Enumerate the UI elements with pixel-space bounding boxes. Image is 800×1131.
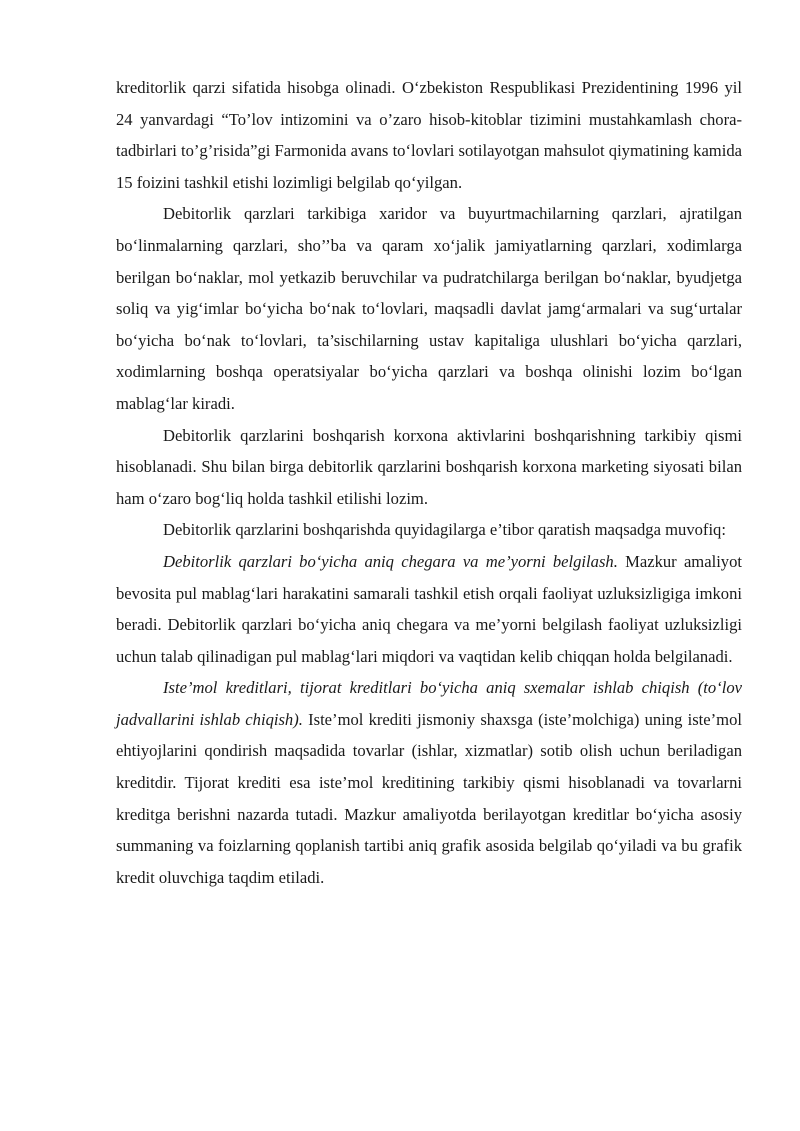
paragraph-2-text: Debitorlik qarzlari tarkibiga xaridor va buyurtmachilarning qarzlari, ajratilgan bo‘linmalarning qarzlari, sho’’ba va qaram xo‘jalik jamiyatlarning qarzlari, xodimlarga berilgan bo‘naklar, mol yetkazib beruvchilar va pudratchilarga berilgan bo‘naklar, byudjetga soliq va yig‘imlar bo‘yicha bo‘nak to‘lovlari, maqsadli davlat jamg‘armalari va sug‘urtalar bo‘yicha bo‘nak to‘lovlari, ta’sischilarning ustav kapitaliga ulushlari bo‘yicha qarzlari, xodimlarning boshqa operatsiyalar bo‘yicha qarzlari va boshqa olinishi lozim bo‘lgan mablag‘lar kiradi. bbox=[116, 204, 742, 413]
paragraph-5-italic-lead: Debitorlik qarzlari bo‘yicha aniq chegara va me’yorni belgilash. bbox=[163, 551, 618, 571]
paragraph-4 bbox=[116, 514, 742, 546]
paragraph-3-text: Debitorlik qarzlarini boshqarish korxona aktivlarini boshqarishning tarkibiy qismi hisoblanadi. Shu bilan birga debitorlik qarzlarini boshqarish korxona marketing siyosati bilan ham o‘zaro bog‘liq holda tashkil etilishi lozim. bbox=[116, 425, 742, 508]
paragraph-6-text: Iste’mol krediti jismoniy shaxsga (iste’molchiga) uning iste’mol ehtiyojlarini qondirish maqsadida tovarlar (ishlar, xizmatlar) sotib olish uchun beriladigan kreditdir. Tijorat krediti esa iste’mol kreditining tarkibiy qismi hisoblanadi va tovarlarni kreditga berishni nazarda tutadi. Mazkur amaliyotda berilayotgan kreditlar bo‘yicha asosiy summaning va foizlarning qoplanish tartibi aniq grafik asosida belgilab qo‘yiladi va bu grafik kredit oluvchiga taqdim etiladi. bbox=[116, 709, 742, 887]
paragraph-6-italic-lead: Iste’mol kreditlari, tijorat kreditlari bo‘yicha aniq sxemalar ishlab chiqish (to‘lov jadvallarini ishlab chiqish). bbox=[116, 678, 742, 729]
paragraph-1 bbox=[116, 72, 742, 198]
paragraph-2 bbox=[116, 198, 742, 419]
paragraph-4-text: Debitorlik qarzlarini boshqarishda quyidagilarga e’tibor qaratish maqsadga muvofiq: bbox=[163, 520, 726, 540]
paragraph-5-text: Mazkur amaliyot bevosita pul mablag‘lari harakatini samarali tashkil etish orqali faoliyat uzluksizligiga imkoni beradi. Debitorlik qarzlari bo‘yicha aniq chegara va me’yorni belgilash faoliyat uzluksizligi uchun talab qilinadigan pul mablag‘lari miqdori va vaqtidan kelib chiqqan holda belgilanadi. bbox=[116, 551, 743, 666]
paragraph-3 bbox=[116, 420, 742, 515]
paragraph-1-text: kreditorlik qarzi sifatida hisobga olinadi. O‘zbekiston Respublikasi Prezidentining 1996 yil 24 yanvardagi “To’lov intizomini va o’zaro hisob-kitoblar tizimini mustahkamlash chora-tadbirlari to’g’risida”gi Farmonida avans to‘lovlari sotilayotgan mahsulot qiymatining kamida 15 foizini tashkil etishi lozimligi belgilab qo‘yilgan. bbox=[116, 78, 742, 192]
paragraph-5 bbox=[116, 546, 742, 672]
document-page bbox=[116, 72, 742, 893]
paragraph-6 bbox=[116, 672, 742, 893]
